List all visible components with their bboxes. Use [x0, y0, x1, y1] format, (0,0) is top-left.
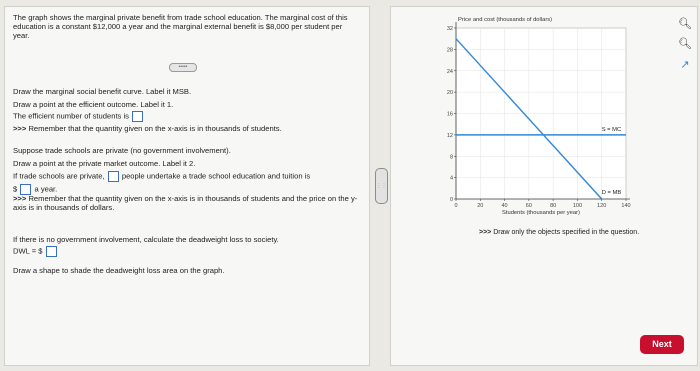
next-button[interactable]: Next	[640, 335, 684, 354]
part3-instruction-shade: Draw a shape to shade the deadweight loss area on the graph.	[13, 266, 225, 275]
y-tick-label: 12	[446, 132, 453, 139]
question-intro: The graph shows the marginal private benefit from trade school education. The marginal cost of this education is a constant $12,000 a year and the marginal external benefit is $8,000 per student per year.	[13, 13, 348, 40]
x-tick-label: 60	[525, 203, 532, 209]
note-text: Draw only the objects specified in the question.	[493, 229, 640, 236]
part2-private-row	[13, 171, 358, 182]
part1-efficient-row	[13, 111, 358, 122]
x-axis-label: Students (thousands per year)	[502, 210, 580, 216]
y-tick-label: 0	[449, 197, 453, 203]
question-panel	[4, 6, 370, 366]
graph-canvas[interactable]	[446, 10, 656, 220]
part1-instruction-point: Draw a point at the efficient outcome. Label it 1.	[13, 100, 174, 109]
popout-icon[interactable]: ↗	[680, 59, 690, 71]
y-tick-label: 16	[446, 111, 453, 118]
dwl-input[interactable]	[46, 246, 57, 257]
x-tick-label: 140	[621, 203, 631, 209]
part3-instruction-dwl: If there is no government involvement, calculate the deadweight loss to society.	[13, 235, 279, 244]
private-label-b: people undertake a trade school education and tuition is	[121, 171, 311, 181]
tuition-dollar: $	[13, 184, 18, 194]
zoom-out-icon[interactable]: 🔍︎	[678, 38, 692, 50]
hint-text: Remember that the quantity given on the x-axis is in thousands of students and the price on the y-axis is in thousands of dollars.	[13, 194, 358, 212]
part1-instruction-msb: Draw the marginal social benefit curve. Label it MSB.	[13, 87, 192, 96]
private-students-input[interactable]	[108, 171, 119, 182]
expand-question-button[interactable]: •••••	[169, 63, 197, 72]
efficient-students-label: The efficient number of students is	[13, 111, 129, 121]
smc-label: S = MC	[601, 126, 622, 133]
dwl-row	[13, 246, 358, 257]
dwl-label: DWL = $	[13, 246, 43, 256]
x-tick-label: 0	[454, 203, 458, 209]
part2-hint	[13, 194, 358, 212]
y-tick-label: 20	[446, 90, 453, 97]
private-label-a: If trade schools are private,	[13, 171, 105, 181]
graph-instruction-note	[479, 229, 639, 236]
part2-instruction-private: Suppose trade schools are private (no government involvement).	[13, 146, 231, 155]
mb-label: D = MB	[601, 190, 622, 196]
x-tick-label: 120	[597, 203, 607, 209]
y-tick-label: 28	[446, 47, 453, 54]
x-tick-label: 40	[501, 203, 508, 209]
x-tick-label: 80	[550, 203, 557, 209]
y-tick-label: 32	[446, 26, 453, 32]
x-tick-label: 100	[572, 203, 583, 209]
part2-instruction-point: Draw a point at the private market outcome. Label it 2.	[13, 159, 196, 168]
efficient-students-input[interactable]	[132, 111, 143, 122]
y-tick-label: 8	[449, 154, 453, 161]
y-tick-label: 4	[449, 175, 453, 182]
x-tick-label: 20	[477, 203, 484, 209]
hint-marker: >>>	[13, 194, 27, 203]
y-tick-label: 24	[446, 68, 453, 75]
hint-marker: >>>	[479, 229, 492, 236]
hint-text: Remember that the quantity given on the x-axis is in thousands of students.	[28, 124, 282, 133]
part1-hint	[13, 124, 358, 133]
tuition-label: a year.	[34, 184, 58, 194]
hint-marker: >>>	[13, 124, 27, 133]
panel-resize-handle[interactable]: ⋮⋮	[375, 168, 388, 204]
zoom-in-icon[interactable]: 🔍︎	[678, 18, 692, 30]
graph-title: Price and cost (thousands of dollars)	[458, 17, 553, 23]
